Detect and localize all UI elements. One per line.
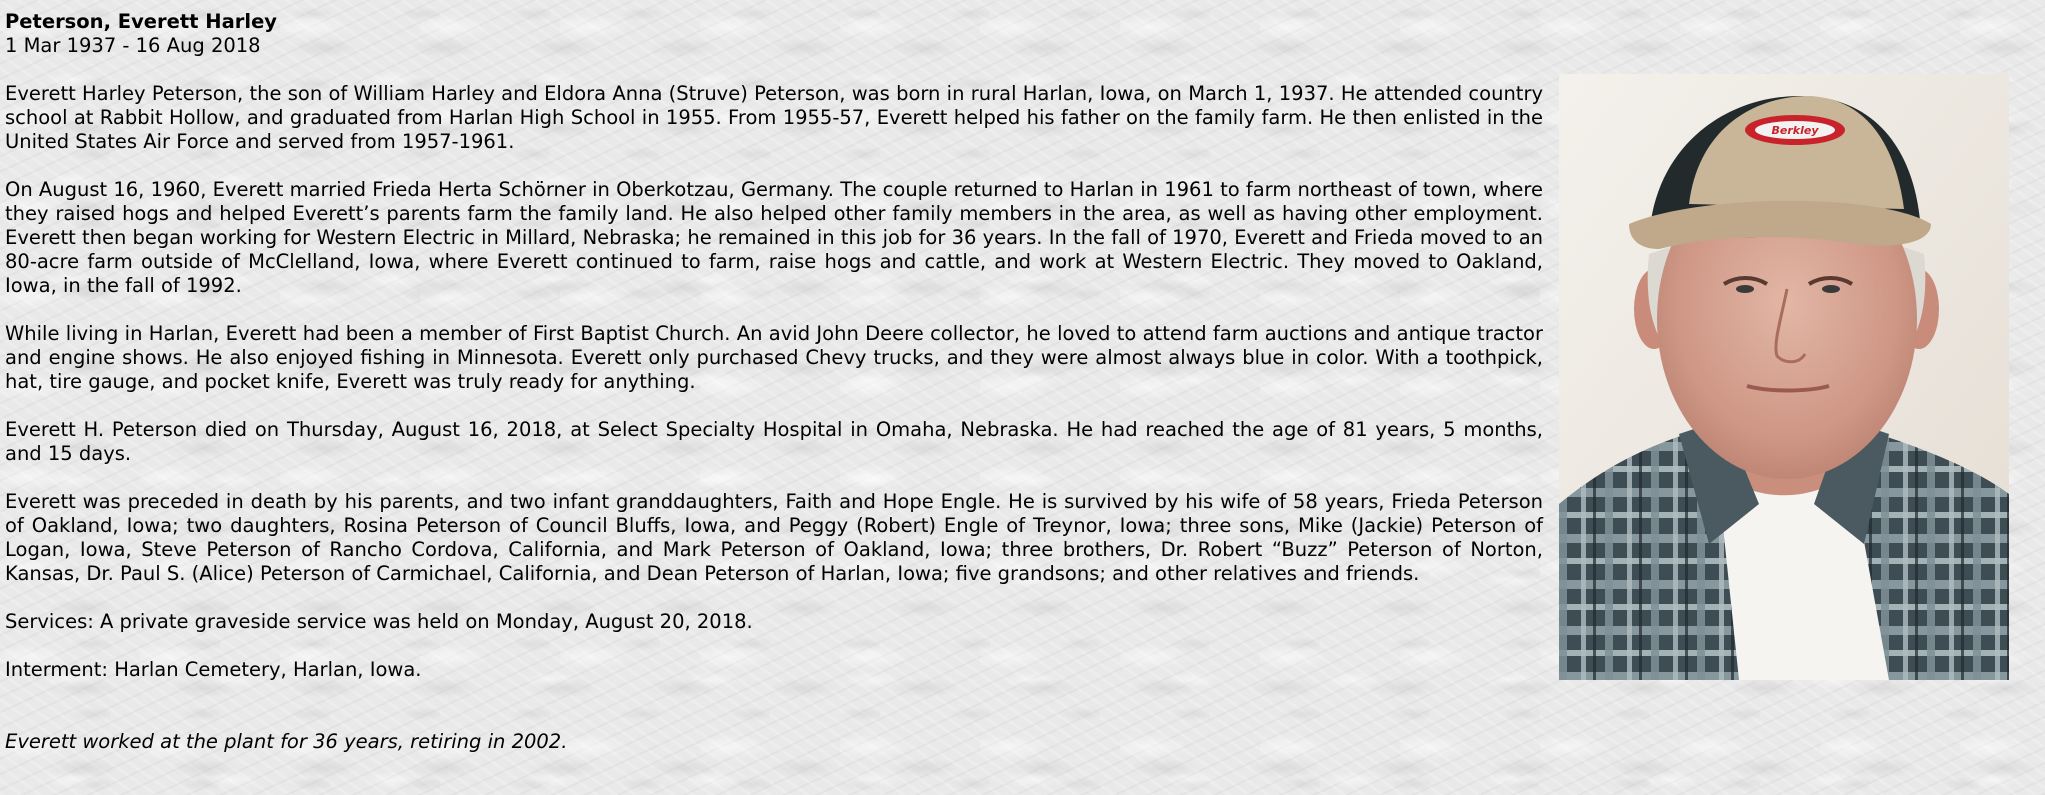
life-dates: 1 Mar 1937 - 16 Aug 2018 xyxy=(5,34,261,57)
closing-note: Everett worked at the plant for 36 years, retiring in 2002. xyxy=(5,730,568,753)
paragraph-family: Everett was preceded in death by his parents, and two infant granddaughters, Faith and Hope Engle. He is survived by his wife of 58 years, Frieda Peterson of Oakland, Iowa; two daughters, Rosina Peterson of Council Bluffs, Iowa, and Peggy (Robert) Engle of Treynor, Iowa; three sons, Mike (Jackie) Peterson of Logan, Iowa, Steve Peterson of Rancho Cordova, California, and Mark Peterson of Oakland, Iowa; three brothers, Dr. Robert “Buzz” Peterson of Norton, Kansas, Dr. Paul S. (Alice) Peterson of Carmichael, California, and Dean Peterson of Harlan, Iowa; five grandsons; and other relatives and friends. xyxy=(5,490,1543,585)
paragraph-services: Services: A private graveside service was held on Monday, August 20, 2018. xyxy=(5,610,753,633)
portrait-illustration xyxy=(1559,74,2009,680)
paragraph-early-life: Everett Harley Peterson, the son of William Harley and Eldora Anna (Struve) Peterson, was born in rural Harlan, Iowa, on March 1, 1937. He attended country school at Rabbit Hollow, and graduated from Harlan High School in 1955. From 1955-57, Everett helped his father on the family farm. He then enlisted in the United States Air Force and served from 1957-1961. xyxy=(5,82,1543,153)
cap-logo: Berkley xyxy=(1771,124,1819,137)
portrait-photo xyxy=(1559,74,2009,680)
obituary-content xyxy=(5,10,1543,754)
paragraph-interment: Interment: Harlan Cemetery, Harlan, Iowa. xyxy=(5,658,422,681)
deceased-name: Peterson, Everett Harley xyxy=(5,10,278,33)
paragraph-marriage-career: On August 16, 1960, Everett married Frieda Herta Schörner in Oberkotzau, Germany. The couple returned to Harlan in 1961 to farm northeast of town, where they raised hogs and helped Everett’s parents farm the family land. He also helped other family members in the area, as well as having other employment. Everett then began working for Western Electric in Millard, Nebraska; he remained in this job for 36 years. In the fall of 1970, Everett and Frieda moved to an 80-acre farm outside of McClelland, Iowa, where Everett continued to farm, raise hogs and cattle, and work at Western Electric. They moved to Oakland, Iowa, in the fall of 1992. xyxy=(5,178,1543,297)
paragraph-interests: While living in Harlan, Everett had been a member of First Baptist Church. An avid John Deere collector, he loved to attend farm auctions and antique tractor and engine shows. He also enjoyed fishing in Minnesota. Everett only purchased Chevy trucks, and they were almost always blue in color. With a toothpick, hat, tire gauge, and pocket knife, Everett was truly ready for anything. xyxy=(5,322,1543,393)
paragraph-death: Everett H. Peterson died on Thursday, August 16, 2018, at Select Specialty Hospital in Omaha, Nebraska. He had reached the age of 81 years, 5 months, and 15 days. xyxy=(5,418,1543,465)
